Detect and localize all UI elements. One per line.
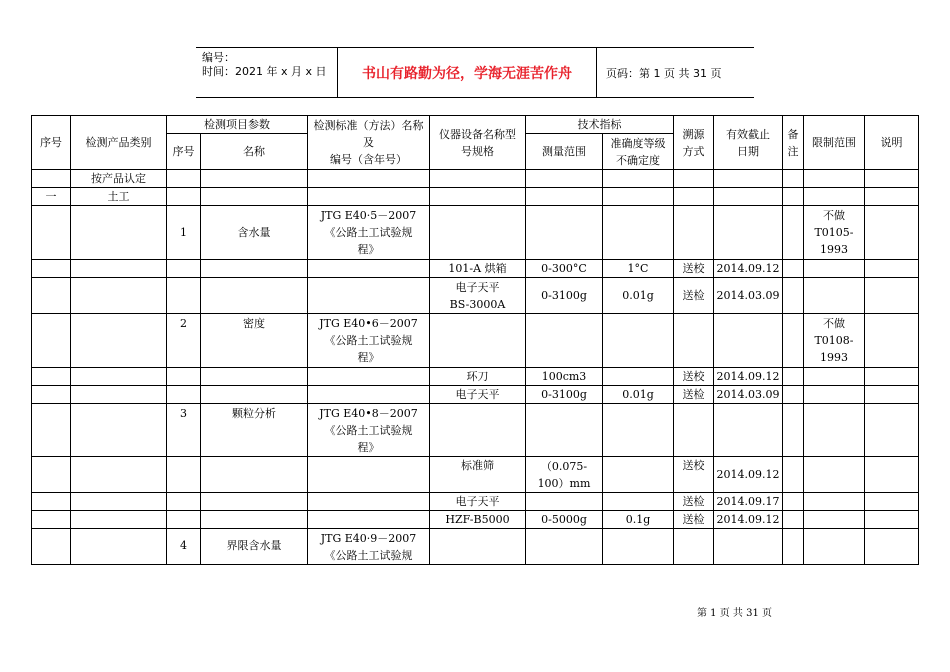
item-name: 含水量: [201, 206, 308, 260]
col-uncertainty: [603, 134, 674, 170]
equip-range-line: （0.075-: [540, 459, 588, 473]
equip-range: 0-3100g: [526, 386, 603, 404]
table-row: [32, 457, 919, 493]
inspection-table: [31, 115, 919, 565]
limit-line: 不做: [823, 209, 845, 222]
equip-trace: 送校: [674, 368, 714, 386]
equip-range: 0-300°C: [526, 260, 603, 278]
col-param-name: 名称: [201, 134, 308, 170]
motto: 书山有路勤为径，学海无涯苦作舟: [338, 48, 597, 97]
table-row: [32, 278, 919, 314]
standard-line: JTG E40•8－2007: [319, 406, 418, 420]
col-desc: 说明: [865, 116, 919, 170]
equip-name-line: BS-3000A: [449, 297, 506, 311]
table-row: [32, 386, 919, 404]
standard-line: JTG E40·9－2007: [320, 531, 417, 545]
table-row: [32, 368, 919, 386]
equip-date: 2014.09.12: [714, 511, 783, 529]
equip-date: 2014.09.17: [714, 493, 783, 511]
equip-trace: 送检: [674, 511, 714, 529]
equip-name-line: 电子天平: [455, 280, 500, 294]
equip-trace: 送校: [674, 260, 714, 278]
table-row: [32, 529, 919, 565]
header-row-1: [32, 116, 919, 134]
item-name: 密度: [201, 314, 308, 368]
equip-date: 2014.09.12: [714, 260, 783, 278]
col-trace: [674, 116, 714, 170]
note-header-line: 注: [787, 144, 799, 158]
table-row: [32, 314, 919, 368]
limit-line: 不做: [823, 317, 845, 330]
equip-name: 标准筛: [430, 457, 526, 493]
col-seq: 序号: [32, 116, 71, 170]
item-standard: [308, 529, 430, 565]
trace-header-line: 方式: [682, 144, 705, 158]
item-standard: [308, 206, 430, 260]
item-standard: [308, 404, 430, 457]
trace-header-line: 溯源: [682, 127, 705, 141]
limit-line: 1993: [820, 243, 848, 256]
equip-uncertainty: 0.01g: [603, 386, 674, 404]
equip-range: [526, 493, 603, 511]
equip-name: 环刀: [430, 368, 526, 386]
standard-header-line: 编号（含年号）: [330, 153, 407, 166]
standard-line: 《公路土工试验规: [324, 226, 413, 239]
time-label: 时间：2021 年 x 月 x 日: [202, 65, 327, 78]
equip-uncertainty: 1°C: [603, 260, 674, 278]
table-row: [32, 188, 919, 206]
col-param-seq: 序号: [167, 134, 201, 170]
code-label: 编号：: [202, 51, 235, 64]
header-meta: [196, 48, 338, 97]
table-row: [32, 206, 919, 260]
instrument-header-line: 号规格: [461, 144, 494, 158]
standard-header-line: 检测标准（方法）名称: [313, 119, 424, 132]
equip-trace: 送校: [674, 457, 714, 493]
table-row: [32, 170, 919, 188]
col-range: 测量范围: [526, 134, 603, 170]
equip-trace: 送检: [674, 386, 714, 404]
note-header-line: 备: [787, 127, 799, 141]
equip-trace: 送检: [674, 493, 714, 511]
col-note: [783, 116, 804, 170]
table-row: [32, 493, 919, 511]
page-footer: 第 1 页 共 31 页: [697, 608, 772, 619]
col-params: 检测项目参数: [167, 116, 308, 134]
item-seq: 1: [167, 206, 201, 260]
uncert-header-line: 准确度等级: [610, 136, 666, 150]
equip-range: 0-3100g: [526, 278, 603, 314]
equip-range: 100cm3: [526, 368, 603, 386]
standard-line: 《公路土工试验规: [324, 548, 413, 562]
col-tech: 技术指标: [526, 116, 674, 134]
standard-line: 程》: [357, 243, 380, 256]
item-name: 界限含水量: [201, 529, 308, 565]
standard-line: 程》: [357, 351, 380, 364]
equip-uncertainty: [603, 368, 674, 386]
equip-date: 2014.03.09: [714, 386, 783, 404]
item-limit: [804, 206, 865, 260]
document-header: [196, 47, 754, 98]
instrument-header-line: 仪器设备名称型: [439, 127, 516, 141]
standard-line: 程》: [357, 440, 380, 454]
equip-trace: 送检: [674, 278, 714, 314]
table-row: [32, 511, 919, 529]
col-standard: [308, 116, 430, 170]
equip-date: 2014.03.09: [714, 278, 783, 314]
equip-uncertainty: [603, 457, 674, 493]
equip-name: 101-A 烘箱: [430, 260, 526, 278]
equip-range-line: 100）mm: [537, 476, 591, 490]
equip-uncertainty: [603, 493, 674, 511]
equip-range: 0-5000g: [526, 511, 603, 529]
item-name: 颗粒分析: [201, 404, 308, 457]
standard-header-line: 及: [363, 136, 374, 149]
item-seq: 3: [167, 404, 201, 457]
equip-uncertainty: 0.1g: [603, 511, 674, 529]
col-valid-date: [714, 116, 783, 170]
item-standard: [308, 314, 430, 368]
equip-uncertainty: 0.01g: [603, 278, 674, 314]
page-label: 页码：第 1 页 共 31 页: [606, 66, 722, 80]
limit-line: T0105-: [814, 226, 854, 239]
item-limit: [804, 314, 865, 368]
equip-range: [526, 457, 603, 493]
equip-name: 电子天平: [430, 386, 526, 404]
equip-name: HZF-B5000: [430, 511, 526, 529]
section-label: 按产品认定: [71, 170, 167, 188]
equip-name: [430, 278, 526, 314]
group-name: 土工: [71, 188, 167, 206]
col-category: 检测产品类别: [71, 116, 167, 170]
limit-line: 1993: [820, 351, 848, 364]
valid-header-line: 日期: [737, 144, 759, 158]
equip-date: 2014.09.12: [714, 368, 783, 386]
uncert-header-line: 不确定度: [616, 153, 660, 167]
item-seq: 4: [167, 529, 201, 565]
limit-line: T0108-: [814, 334, 854, 347]
standard-line: JTG E40·5－2007: [320, 209, 417, 222]
equip-date: 2014.09.12: [714, 457, 783, 493]
standard-line: JTG E40•6－2007: [319, 317, 418, 330]
col-limit: 限制范围: [804, 116, 865, 170]
table-row: [32, 260, 919, 278]
standard-line: 《公路土工试验规: [324, 334, 413, 347]
col-instrument: [430, 116, 526, 170]
standard-line: 《公路土工试验规: [324, 423, 413, 437]
table-row: [32, 404, 919, 457]
valid-header-line: 有效截止: [726, 127, 770, 141]
equip-name: 电子天平: [430, 493, 526, 511]
group-seq: 一: [32, 188, 71, 206]
item-seq: 2: [167, 314, 201, 368]
